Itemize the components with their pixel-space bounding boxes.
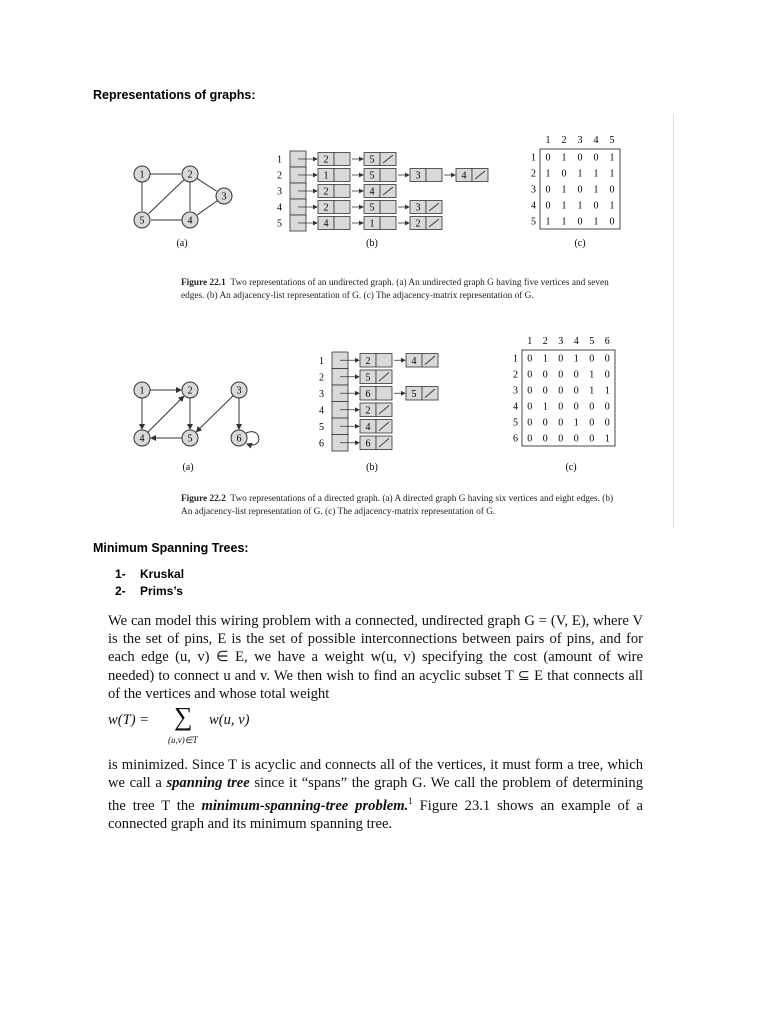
matrix-col-header: 2: [542, 336, 548, 347]
matrix-border: [522, 350, 615, 446]
matrix-cell: 0: [527, 417, 533, 429]
matrix-row-header: 2: [513, 369, 518, 381]
matrix-cell: 1: [609, 200, 615, 212]
matrix-col-header: 1: [527, 336, 533, 347]
footnote-marker: 1: [408, 796, 413, 807]
adj-node-value: 4: [461, 170, 467, 182]
matrix-row-header: 3: [531, 184, 536, 196]
adj-node-value: 4: [369, 186, 375, 198]
matrix-cell: 0: [577, 216, 583, 228]
graph-edge: [196, 396, 233, 432]
figure-22-1-caption: [181, 277, 625, 302]
matrix-cell: 1: [573, 417, 579, 429]
matrix-cell: 1: [609, 168, 615, 180]
caption-text: Two representations of a directed graph. (a) A directed graph G having six vertices and eight edges. (b) An adjacency-list representation of G. (c) The adjacency-matrix representation of G.: [181, 494, 614, 517]
matrix-cell: 0: [558, 353, 564, 365]
weight-formula: [108, 702, 408, 748]
adj-node-next-cell: [380, 217, 396, 230]
matrix-cell: 1: [589, 369, 595, 381]
adj-node-value: 5: [411, 388, 417, 400]
matrix-cell: 0: [609, 184, 615, 196]
subfigure-label-a: (a): [182, 462, 194, 473]
adj-node-next-cell: [376, 387, 392, 401]
matrix-cell: 0: [558, 369, 564, 381]
adj-row-index: 3: [319, 388, 324, 400]
adj-row-index: 3: [277, 186, 282, 198]
vertex-label: 2: [187, 385, 193, 397]
matrix-cell: 1: [561, 152, 567, 164]
matrix-cell: 1: [542, 401, 548, 413]
figure-22-1-drawing: [112, 132, 674, 272]
adj-node-next-cell: [334, 217, 350, 230]
matrix-cell: 0: [604, 401, 610, 413]
matrix-cell: 1: [561, 184, 567, 196]
adj-row-index: 2: [277, 170, 282, 182]
figure-22-2: [112, 326, 674, 528]
matrix-row-header: 5: [513, 417, 518, 429]
vertex-label: 1: [139, 169, 145, 181]
matrix-cell: 1: [573, 353, 579, 365]
matrix-cell: 0: [558, 433, 564, 445]
caption-label: Figure 22.2: [181, 494, 226, 504]
matrix-cell: 0: [527, 385, 533, 397]
matrix-row-header: 4: [531, 200, 536, 212]
adj-row-index: 1: [319, 355, 324, 367]
formula-sum-sign: ∑: [174, 702, 193, 731]
vertex-label: 6: [236, 433, 242, 445]
adj-node-value: 3: [415, 170, 421, 182]
passage-paragraph-2: is minimized. Since T is acyclic and connects all of the vertices, it must form a tree, which we call a spanning tree since it “spans” the graph G. We call the problem of determining the tree T the minimum-spanning-tree problem.$^1$ Figure 23.1 shows an example of a connected graph and its minimum spanning tree.: [108, 757, 644, 833]
subfigure-label-c: (c): [565, 462, 577, 473]
adj-node-next-cell: [376, 354, 392, 368]
adj-row-index: 4: [319, 405, 324, 417]
graph-edge: [197, 201, 217, 215]
adj-node-value: 2: [323, 202, 329, 214]
adj-node-value: 2: [365, 405, 371, 417]
matrix-cell: 0: [573, 385, 579, 397]
term-spanning-tree: spanning tree: [166, 775, 250, 792]
graph-edge: [197, 178, 217, 191]
matrix-col-header: 4: [573, 336, 579, 347]
matrix-cell: 1: [545, 216, 551, 228]
matrix-cell: 0: [573, 401, 579, 413]
adj-node-value: 1: [369, 218, 375, 230]
matrix-row-header: 6: [513, 433, 518, 445]
matrix-cell: 0: [527, 369, 533, 381]
matrix-cell: 0: [542, 385, 548, 397]
matrix-cell: 0: [558, 417, 564, 429]
matrix-col-header: 6: [604, 336, 610, 347]
figure-22-2-caption: [181, 493, 625, 518]
list-item: 2- Prims’s: [115, 584, 183, 598]
matrix-cell: 1: [577, 200, 583, 212]
vertex-label: 2: [187, 169, 193, 181]
adj-row-index: 2: [319, 372, 324, 384]
matrix-cell: 0: [589, 353, 595, 365]
matrix-cell: 0: [545, 184, 551, 196]
matrix-cell: 0: [604, 353, 610, 365]
adj-node-value: 5: [369, 154, 375, 166]
adj-node-value: 4: [365, 421, 371, 433]
adj-node-value: 5: [369, 202, 375, 214]
formula-lhs: w(T) =: [108, 712, 150, 728]
matrix-col-header: 3: [558, 336, 564, 347]
graph-edge: [148, 396, 184, 432]
matrix-cell: 0: [609, 216, 615, 228]
matrix-row-header: 1: [513, 353, 518, 365]
matrix-cell: 0: [604, 369, 610, 381]
adj-row-index: 6: [319, 438, 324, 450]
matrix-cell: 1: [593, 184, 599, 196]
vertex-label: 1: [139, 385, 145, 397]
matrix-col-header: 4: [593, 135, 599, 146]
section-heading-mst: Minimum Spanning Trees:: [93, 541, 249, 555]
matrix-col-header: 5: [609, 135, 615, 146]
matrix-cell: 1: [593, 168, 599, 180]
matrix-cell: 0: [527, 401, 533, 413]
adj-row-index: 1: [277, 154, 282, 166]
matrix-cell: 0: [545, 152, 551, 164]
matrix-col-header: 2: [561, 135, 567, 146]
vertex-label: 3: [236, 385, 242, 397]
adj-node-next-cell: [334, 153, 350, 166]
matrix-cell: 1: [577, 168, 583, 180]
subfigure-label-b: (b): [366, 462, 378, 473]
adj-node-next-cell: [380, 201, 396, 214]
matrix-cell: 1: [561, 216, 567, 228]
adj-node-next-cell: [334, 169, 350, 182]
matrix-cell: 0: [527, 433, 533, 445]
matrix-cell: 1: [604, 385, 610, 397]
matrix-row-header: 2: [531, 168, 536, 180]
term-mst-problem: minimum-spanning-tree problem.: [201, 798, 409, 815]
vertex-label: 3: [221, 191, 227, 203]
adj-node-value: 2: [323, 186, 329, 198]
matrix-row-header: 1: [531, 152, 536, 164]
adj-node-value: 6: [365, 438, 371, 450]
matrix-cell: 0: [542, 433, 548, 445]
matrix-cell: 1: [545, 168, 551, 180]
adj-node-next-cell: [380, 169, 396, 182]
adj-node-value: 4: [323, 218, 329, 230]
matrix-row-header: 5: [531, 216, 536, 228]
matrix-cell: 0: [573, 433, 579, 445]
passage-paragraph-1: We can model this wiring problem with a connected, undirected graph G = (V, E), where V is the set of pins, E is the set of possible interconnections between pairs of pins, and for each edge (u, v) ∈ E, we have a weight w(u, v) specifying the cost (amount of wire needed) to connect u and v. We then wish to find an acyclic subset T ⊆ E that connects all of the vertices and whose total weight: [108, 613, 643, 702]
adj-row-index: 5: [277, 218, 282, 230]
adj-node-next-cell: [334, 201, 350, 214]
adj-node-value: 5: [365, 372, 371, 384]
matrix-cell: 0: [527, 353, 533, 365]
adj-node-value: 4: [411, 355, 417, 367]
matrix-cell: 0: [542, 417, 548, 429]
adj-node-next-cell: [334, 185, 350, 198]
vertex-label: 4: [139, 433, 145, 445]
matrix-col-header: 5: [589, 336, 595, 347]
vertex-label: 5: [187, 433, 193, 445]
adj-node-value: 2: [323, 154, 329, 166]
matrix-col-header: 3: [577, 135, 583, 146]
adj-node-value: 2: [415, 218, 421, 230]
adj-node-value: 2: [365, 355, 371, 367]
figure-22-1: [112, 114, 674, 326]
matrix-cell: 0: [604, 417, 610, 429]
matrix-cell: 1: [604, 433, 610, 445]
caption-label: Figure 22.1: [181, 278, 226, 288]
matrix-cell: 0: [589, 433, 595, 445]
matrix-cell: 0: [542, 369, 548, 381]
matrix-row-header: 3: [513, 385, 518, 397]
subfigure-label-c: (c): [574, 238, 586, 249]
matrix-cell: 1: [561, 200, 567, 212]
subfigure-label-b: (b): [366, 238, 378, 249]
adj-row-index: 4: [277, 202, 282, 214]
matrix-cell: 0: [561, 168, 567, 180]
caption-text: Two representations of an undirected graph. (a) An undirected graph G having five vertices and seven edges. (b) An adjacency-list representation of G. (c) The adjacency-matrix representation of G.: [181, 278, 609, 301]
matrix-cell: 0: [593, 152, 599, 164]
adj-node-next-cell: [426, 169, 442, 182]
adj-node-value: 6: [365, 388, 371, 400]
adj-node-value: 5: [369, 170, 375, 182]
matrix-col-header: 1: [545, 135, 551, 146]
section-heading-representations: Representations of graphs:: [93, 88, 256, 102]
subfigure-label-a: (a): [176, 238, 188, 249]
matrix-cell: 1: [609, 152, 615, 164]
matrix-row-header: 4: [513, 401, 518, 413]
algorithm-list: [115, 566, 184, 600]
adj-node-value: 1: [323, 170, 329, 182]
matrix-cell: 0: [577, 152, 583, 164]
graph-edge: [148, 180, 184, 214]
matrix-cell: 0: [589, 401, 595, 413]
graph-self-loop: [246, 432, 259, 445]
formula-rhs: w(u, v): [209, 712, 250, 728]
matrix-cell: 0: [577, 184, 583, 196]
vertex-label: 5: [139, 215, 145, 227]
formula-subscript: (u,v)∈T: [168, 735, 198, 745]
vertex-label: 4: [187, 215, 193, 227]
matrix-cell: 1: [589, 385, 595, 397]
matrix-cell: 0: [593, 200, 599, 212]
matrix-cell: 0: [545, 200, 551, 212]
adj-row-index: 5: [319, 421, 324, 433]
matrix-cell: 1: [593, 216, 599, 228]
matrix-cell: 0: [558, 385, 564, 397]
list-item: 1- Kruskal: [115, 567, 185, 581]
matrix-cell: 1: [542, 353, 548, 365]
matrix-cell: 0: [558, 401, 564, 413]
matrix-cell: 0: [573, 369, 579, 381]
matrix-cell: 0: [589, 417, 595, 429]
figure-22-2-drawing: [112, 334, 674, 482]
adj-node-value: 3: [415, 202, 421, 214]
